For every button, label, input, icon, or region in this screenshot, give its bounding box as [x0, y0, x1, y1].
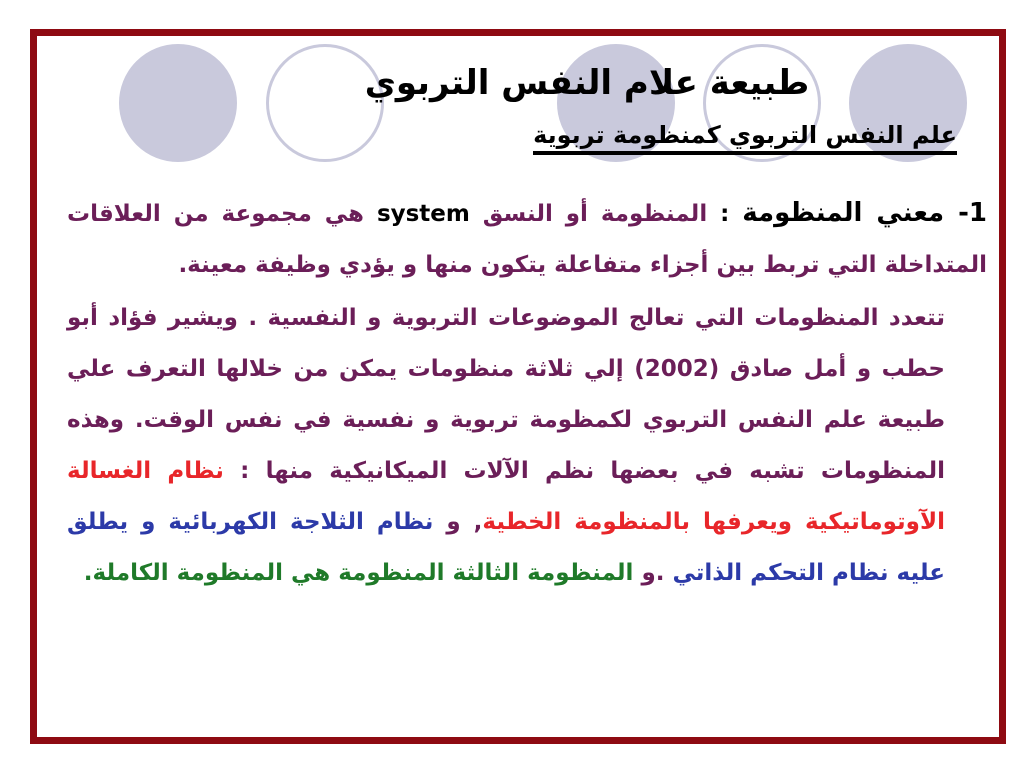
- slide-subtitle: علم النفس التربوي كمنظومة تربوية: [533, 121, 957, 155]
- self-control-system-text: نظام الثلاجة الكهربائية و يطلق عليه نظام التحكم الذاتي: [67, 509, 945, 586]
- slide-frame: [30, 29, 1006, 744]
- decor-circle-2: [266, 44, 384, 162]
- definition-heading: 1- معني المنظومة: [742, 198, 987, 228]
- system-term: system: [376, 201, 470, 227]
- decor-circle-1: [119, 44, 237, 162]
- paragraph-definition: [67, 188, 987, 291]
- definition-text-a: المنظومة أو النسق: [482, 201, 708, 227]
- systems-intro-text: تتعدد المنظومات التي تعالج الموضوعات التربوية و النفسية . ويشير فؤاد أبو حطب و أمل صادق (2002) إلي ثلاثة منظومات يمكن من خلالها التعرف علي طبيعة علم النفس التربوي لكمظومة تربوية و نفسية في نفس الوقت. وهذه المنظومات تشبه في بعضها نظم الآلات الميكانيكية منها :: [67, 305, 945, 484]
- slide-title: طبيعة علام النفس التربوي: [364, 63, 810, 103]
- comma-and: , و: [446, 509, 483, 535]
- paragraph-systems: [67, 293, 987, 599]
- definition-text-b: هي مجموعة من العلاقات المتداخلة التي تربط بين أجزاء متفاعلة يتكون منها و يؤدي وظيفة معينة.: [67, 201, 987, 278]
- period-and: .و: [633, 560, 673, 586]
- definition-separator: :: [707, 201, 743, 227]
- linear-system-text: نظام الغسالة الآوتوماتيكية ويعرفها بالمنظومة الخطية: [67, 458, 945, 535]
- complete-system-text: المنظومة الثالثة المنظومة هي المنظومة الكاملة.: [83, 560, 634, 586]
- slide-body: [67, 188, 987, 599]
